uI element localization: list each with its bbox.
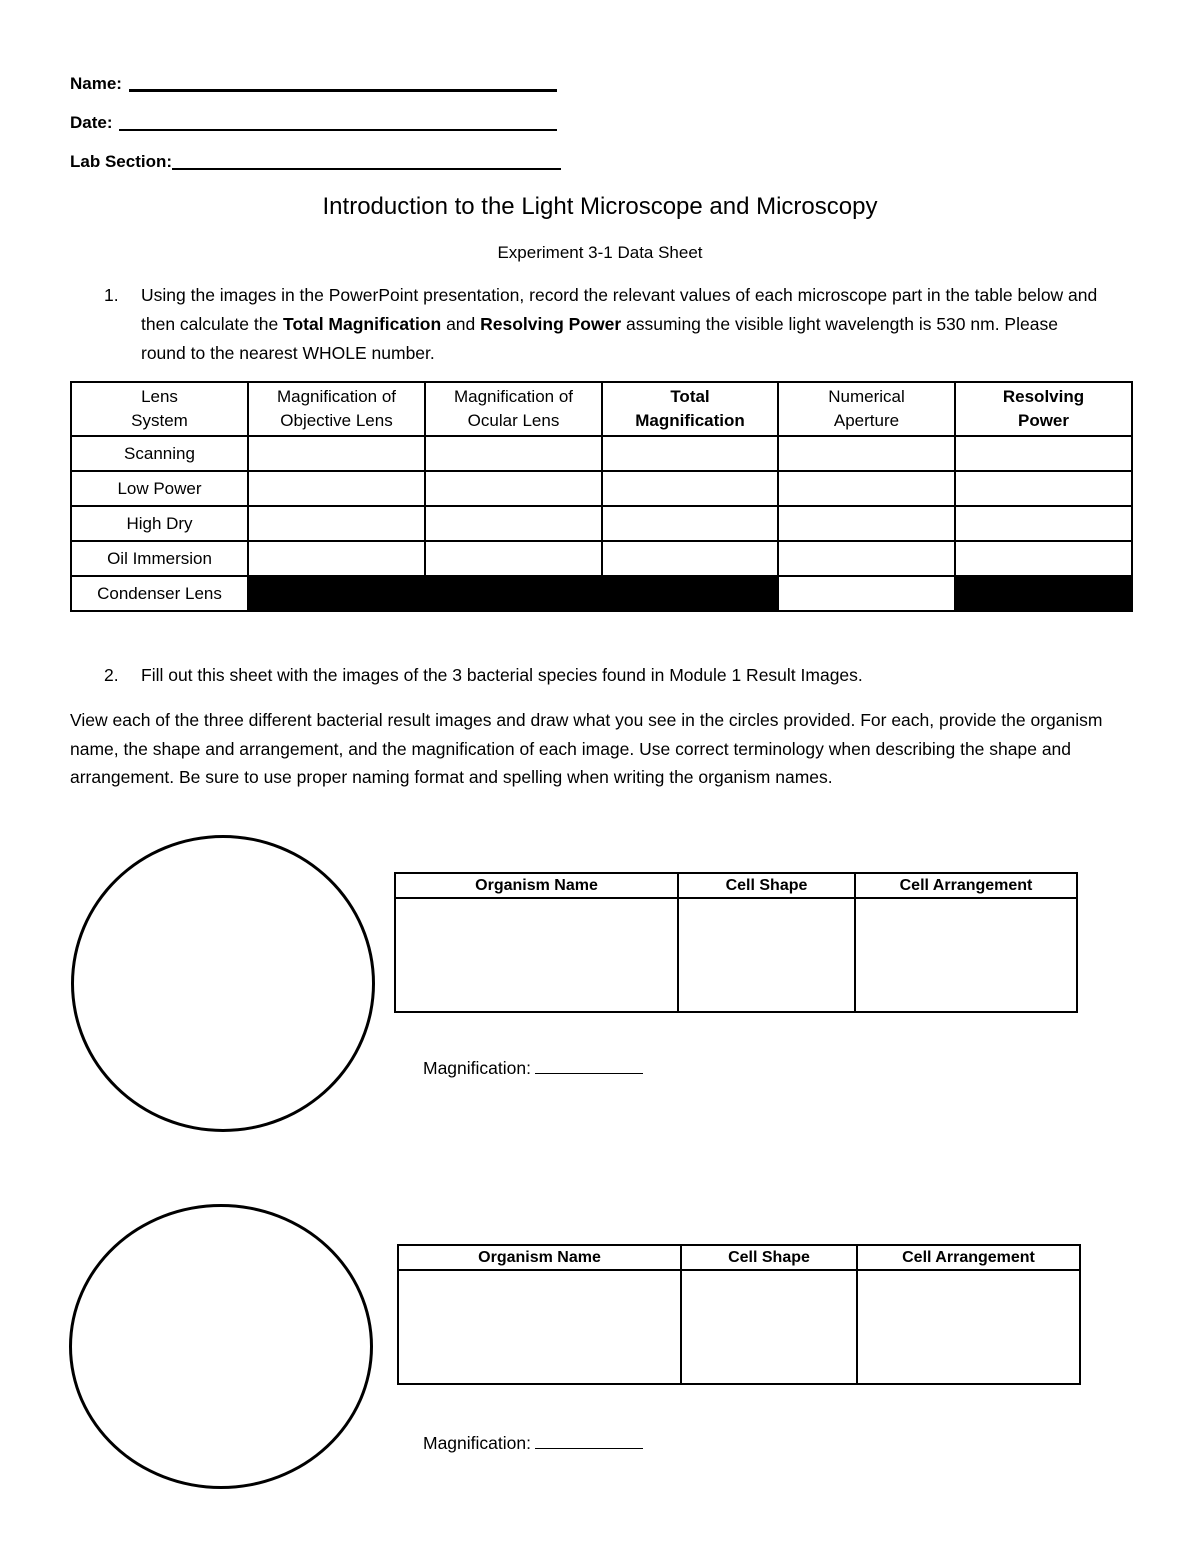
cell-arrangement-cell[interactable] [855,898,1077,1012]
table-cell[interactable] [602,506,778,541]
question-2 [0,661,1200,691]
table-row [71,576,1132,611]
organism-table-1 [394,872,1078,1013]
row-label-oil-immersion: Oil Immersion [71,541,248,576]
table-cell[interactable] [425,436,602,471]
header-objective-magnification: Magnification of Objective Lens [248,382,425,436]
table-cell[interactable] [425,471,602,506]
organism-table-2 [397,1244,1081,1385]
header-numerical-aperture: Numerical Aperture [778,382,955,436]
header-cell-arrangement: Cell Arrangement [857,1245,1080,1270]
table-cell[interactable] [778,506,955,541]
question-1-text: Using the images in the PowerPoint presentation, record the relevant values of each microscope part in the table below and then calculate the Total Magnification and Resolving Power assuming the visible light wavelength is 530 nm. Please round to the nearest WHOLE number. [141,285,1098,363]
table-cell[interactable] [955,436,1132,471]
table-cell[interactable] [602,471,778,506]
table-cell[interactable] [955,506,1132,541]
header-cell-shape: Cell Shape [681,1245,857,1270]
row-label-scanning: Scanning [71,436,248,471]
table-row [71,471,1132,506]
table-cell[interactable] [602,436,778,471]
blacked-out-cell [602,576,778,611]
instructions-paragraph: View each of the three different bacterial result images and draw what you see in the circles provided. For each, provide the organism name, the shape and arrangement, and the magnification of each image. Use correct terminology when describing the shape and arrangement. Be sure to use proper naming format and spelling when writing the organism names. [70,710,1103,787]
name-field[interactable] [129,89,557,92]
table-row [71,541,1132,576]
drawing-circle-1[interactable] [71,835,375,1132]
organism-name-cell[interactable] [395,898,678,1012]
table-cell[interactable] [778,576,955,611]
date-field[interactable] [119,129,557,131]
table-row [71,436,1132,471]
header-organism-name: Organism Name [398,1245,681,1270]
magnification-1 [423,1058,643,1079]
header-lens-system: Lens System [71,382,248,436]
table-header-row [395,873,1077,898]
magnification-label: Magnification: [423,1433,531,1453]
table-row [71,506,1132,541]
table-cell[interactable] [248,541,425,576]
header-total-magnification: Total Magnification [602,382,778,436]
magnification-field[interactable] [535,1433,643,1449]
table-cell[interactable] [425,541,602,576]
table-header-row [71,382,1132,436]
blacked-out-cell [425,576,602,611]
table-cell[interactable] [955,541,1132,576]
row-label-low-power: Low Power [71,471,248,506]
table-cell[interactable] [248,436,425,471]
date-label: Date: [70,113,113,132]
header-cell-shape: Cell Shape [678,873,855,898]
table-cell[interactable] [425,506,602,541]
organism-name-cell[interactable] [398,1270,681,1384]
table-cell[interactable] [602,541,778,576]
question-1 [0,281,1200,371]
table-cell[interactable] [778,541,955,576]
cell-arrangement-cell[interactable] [857,1270,1080,1384]
table-cell[interactable] [778,436,955,471]
table-row [398,1270,1080,1384]
lab-section-field[interactable] [172,168,561,170]
magnification-2 [423,1433,643,1454]
page-subtitle: Experiment 3-1 Data Sheet [497,243,703,262]
lab-section-label: Lab Section: [70,152,173,171]
header-resolving-power: Resolving Power [955,382,1132,436]
table-cell[interactable] [248,471,425,506]
header-cell-arrangement: Cell Arrangement [855,873,1077,898]
question-2-text: Fill out this sheet with the images of the 3 bacterial species found in Module 1 Result Images. [141,665,863,685]
cell-shape-cell[interactable] [678,898,855,1012]
row-label-condenser-lens: Condenser Lens [71,576,248,611]
table-cell[interactable] [955,471,1132,506]
page-title: Introduction to the Light Microscope and Microscopy [322,193,878,220]
magnification-field[interactable] [535,1058,643,1074]
magnification-label: Magnification: [423,1058,531,1078]
row-label-high-dry: High Dry [71,506,248,541]
question-2-number: 2. [104,665,119,685]
lens-system-table [70,381,1133,612]
question-1-number: 1. [104,285,119,305]
drawing-circle-2[interactable] [69,1204,373,1489]
table-row [395,898,1077,1012]
blacked-out-cell [955,576,1132,611]
blacked-out-cell [248,576,425,611]
header-ocular-magnification: Magnification of Ocular Lens [425,382,602,436]
cell-shape-cell[interactable] [681,1270,857,1384]
name-label: Name: [70,74,122,93]
table-header-row [398,1245,1080,1270]
header-organism-name: Organism Name [395,873,678,898]
table-cell[interactable] [248,506,425,541]
table-cell[interactable] [778,471,955,506]
